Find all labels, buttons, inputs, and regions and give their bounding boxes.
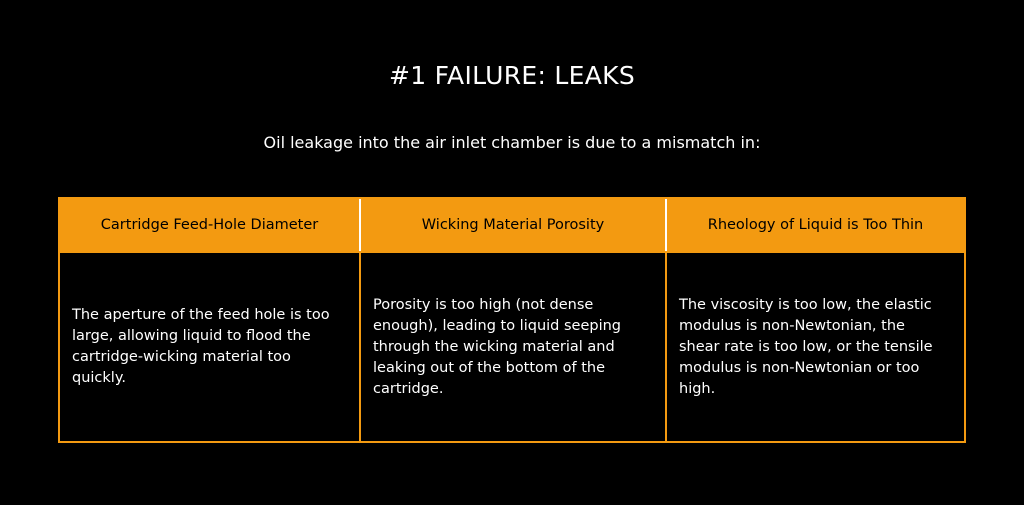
column-header-rheology: Rheology of Liquid is Too Thin <box>665 199 964 251</box>
column-header-feed-hole: Cartridge Feed-Hole Diameter <box>60 199 359 251</box>
cell-feed-hole <box>60 251 359 441</box>
cell-wicking-porosity <box>359 251 665 441</box>
cell-rheology <box>665 251 964 441</box>
cell-rheology-text: The viscosity is too low, the elastic modulus is non-Newtonian, the shear rate is too low, or the tensile modulus is non-Newtonian or too high. <box>679 296 933 397</box>
page-title: #1 FAILURE: LEAKS <box>388 61 636 90</box>
cell-wicking-porosity-text: Porosity is too high (not dense enough), leading to liquid seeping through the wicking material and leaking out of the bottom of the cartridge. <box>373 296 621 397</box>
column-header-wicking-porosity: Wicking Material Porosity <box>359 199 665 251</box>
failure-causes-table <box>58 197 966 443</box>
cell-feed-hole-text: The aperture of the feed hole is too large, allowing liquid to flood the cartridge-wicking material too quickly. <box>72 307 330 386</box>
page-subtitle: Oil leakage into the air inlet chamber is due to a mismatch in: <box>263 133 761 152</box>
